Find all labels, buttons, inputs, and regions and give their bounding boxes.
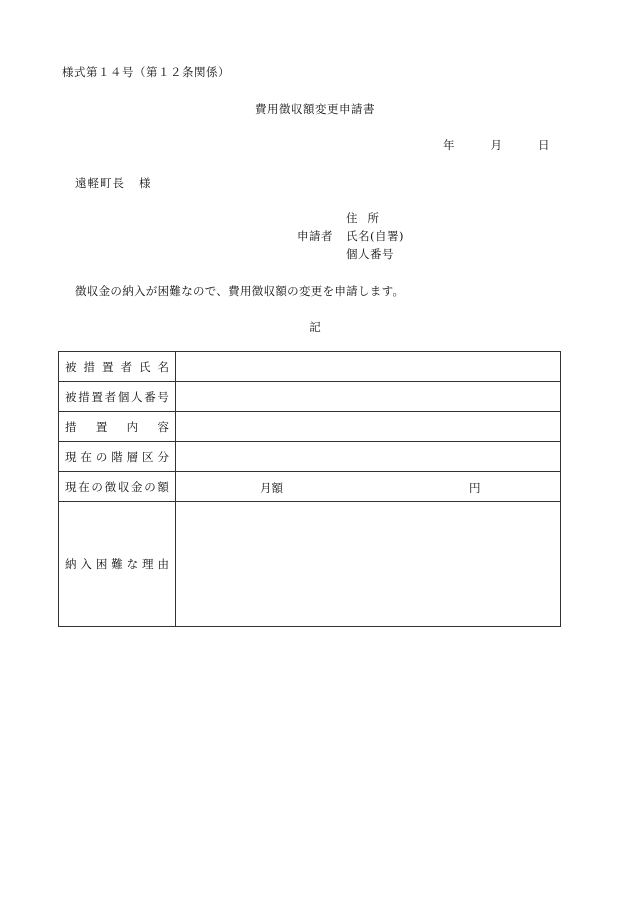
label-char: 現 [65,479,77,494]
label-char: 収 [117,479,130,494]
table-row [59,352,561,382]
label-char: 番 [144,389,156,404]
label-char: 由 [157,557,169,571]
label-char: 者 [120,359,132,374]
addressee-name: 遠軽町長 [75,176,125,190]
applicant-role-label: 申請者 [297,229,333,243]
label-char: 内 [126,419,139,434]
label-char: 入 [80,557,92,571]
label-char: 分 [157,449,169,464]
addressee-honorific: 様 [139,176,152,190]
document-title: 費用徴収額変更申請書 [255,102,375,116]
row-label-measure [59,412,176,442]
label-char: 個 [117,389,130,404]
row-label-text [65,419,175,435]
label-char: 納 [65,557,77,571]
name-label: 氏名(自署) [346,229,404,243]
label-char: 置 [91,389,103,404]
date-line [443,137,550,153]
label-char: 在 [80,449,92,464]
label-char: 置 [102,359,114,374]
label-char: 徴 [104,479,117,494]
row-label-text [65,479,175,495]
person-id-field[interactable] [176,382,561,412]
row-label-text [65,359,175,375]
month-label: 月 [490,138,502,152]
label-char: 現 [65,449,77,464]
label-char: 在 [78,479,90,494]
row-label-text [65,449,175,465]
note-mark: 記 [309,320,321,334]
row-label-text [65,389,175,405]
year-label: 年 [443,138,455,152]
tier-field[interactable] [176,442,561,472]
table-row [59,382,561,412]
label-char: 困 [95,557,108,571]
row-label-amount [59,472,176,502]
reason-field[interactable] [176,502,561,627]
label-char: 置 [95,419,108,434]
label-char: 号 [157,389,169,404]
person-name-field[interactable] [176,352,561,382]
row-label-text [65,556,175,572]
label-char: 理 [142,557,154,571]
label-char: の [95,449,108,464]
row-label-person-name [59,352,176,382]
row-label-reason [59,502,176,627]
label-char: の [144,479,156,494]
row-label-tier [59,442,176,472]
label-char: 氏 [139,359,151,374]
label-char: 者 [104,389,117,404]
label-char: 人 [131,389,143,404]
label-char: 額 [157,479,169,494]
day-label: 日 [538,138,550,152]
amount-field[interactable] [176,472,561,502]
label-char: 措 [65,419,77,434]
measure-field[interactable] [176,412,561,442]
id-number-label: 個人番号 [346,247,394,261]
label-char: 措 [83,359,95,374]
table-row [59,442,561,472]
label-char: の [91,479,103,494]
label-char: 区 [142,449,154,464]
yen-label: 円 [469,481,481,495]
application-table [58,351,561,627]
label-char: 層 [126,449,139,464]
label-char: 階 [111,449,123,464]
label-char: 被 [65,389,77,404]
table-row [59,502,561,627]
label-char: 容 [157,419,169,434]
label-char: 金 [131,479,143,494]
label-char: 名 [157,359,169,374]
table-row [59,412,561,442]
row-label-person-id [59,382,176,412]
label-char: 被 [65,359,77,374]
form-number: 様式第１４号（第１２条関係） [62,65,230,79]
addressee [75,175,152,191]
statement-text: 徴収金の納入が困難なので、費用徴収額の変更を申請します。 [75,284,405,298]
label-char: 措 [78,389,90,404]
label-char: 難 [111,557,123,571]
address-label: 住所 [346,211,389,225]
table-row [59,472,561,502]
monthly-label: 月額 [260,481,283,495]
label-char: な [126,557,139,571]
